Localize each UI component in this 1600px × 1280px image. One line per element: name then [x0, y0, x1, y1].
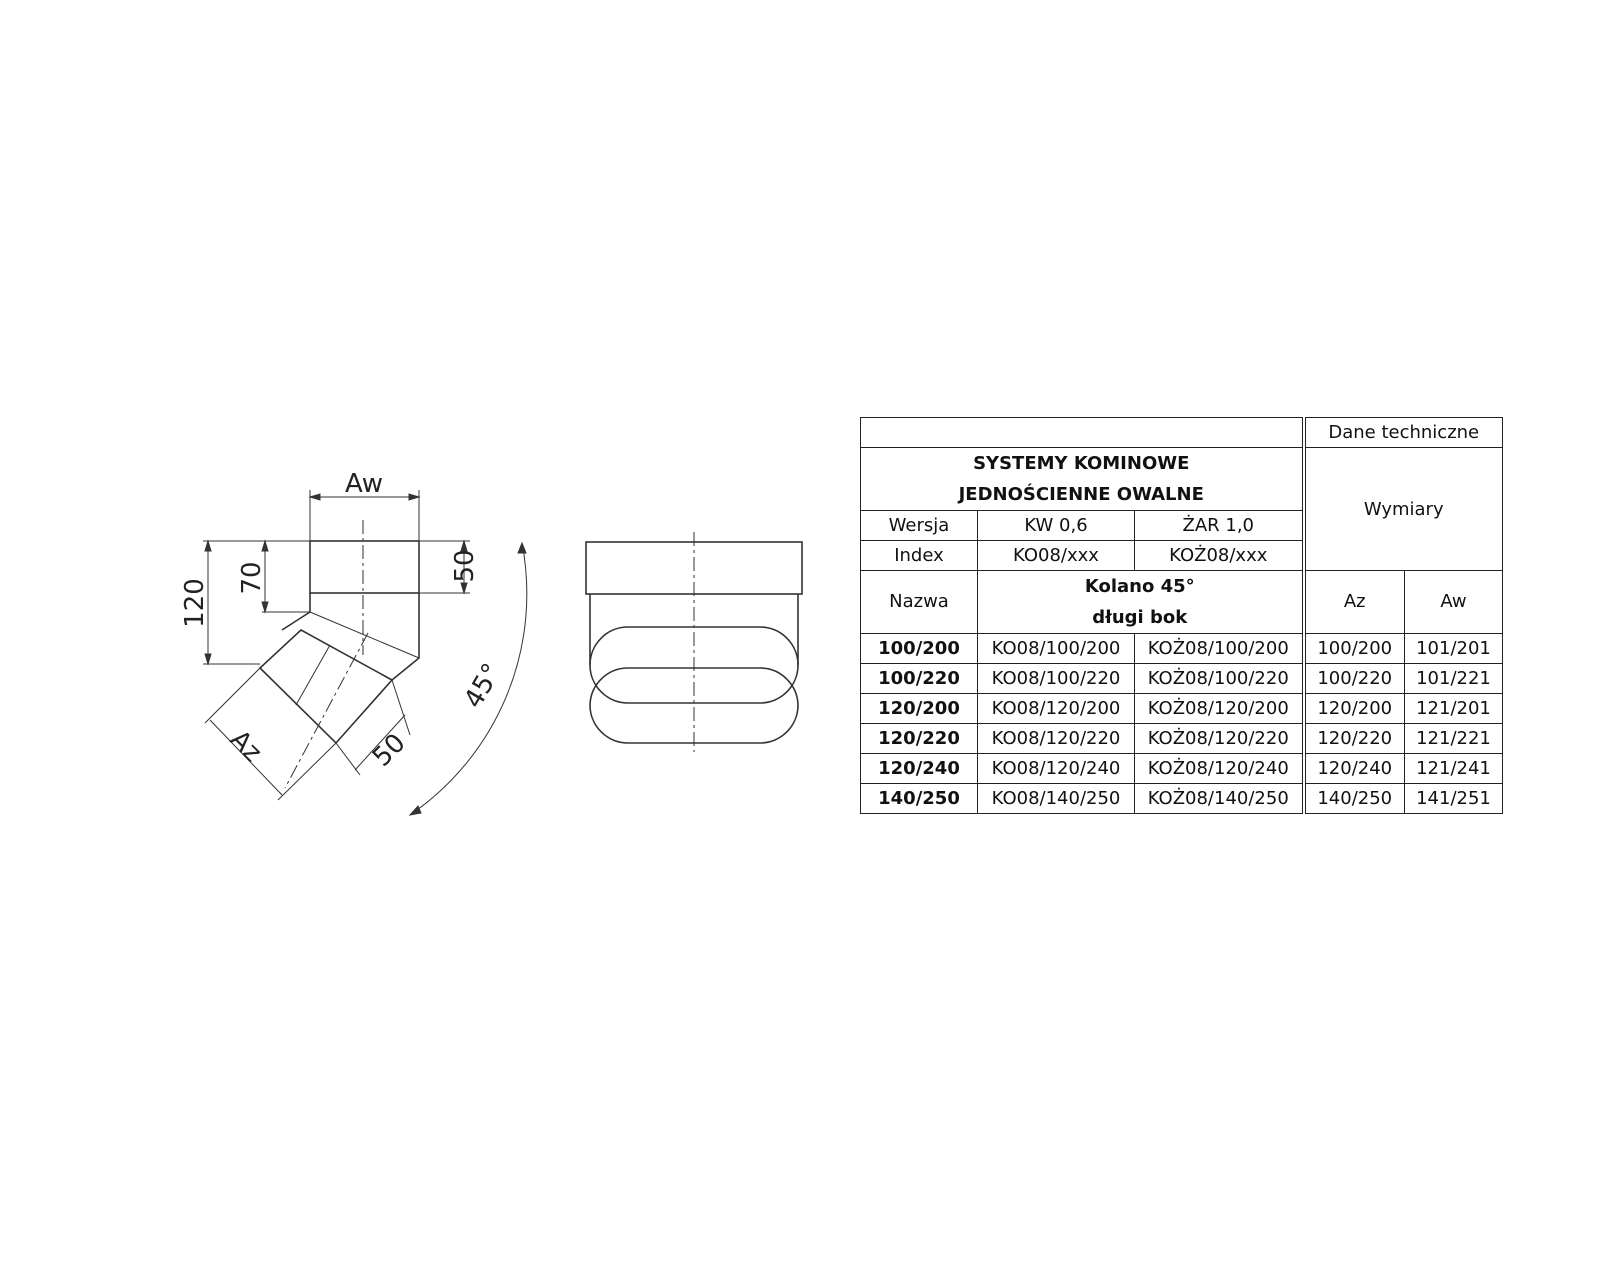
wersja-kw: KW 0,6 [978, 511, 1135, 541]
col-header-aw: Aw [1405, 571, 1503, 634]
cell-aw: 141/251 [1405, 784, 1503, 814]
dim-arc-45 [410, 543, 527, 815]
table-row [861, 664, 1503, 694]
cell-index-kw: KO08/140/250 [978, 784, 1135, 814]
header-system-title [861, 448, 1304, 511]
bottom-pipe-joint [296, 645, 330, 705]
cell-aw: 101/221 [1405, 664, 1503, 694]
cell-az: 120/240 [1304, 754, 1405, 784]
label-dim-50-bottom: 50 [367, 728, 412, 773]
wersja-zar: ŻAR 1,0 [1135, 511, 1304, 541]
header-dane-techniczne: Dane techniczne [1304, 418, 1503, 448]
top-pipe-outline [310, 541, 419, 593]
cell-nazwa: 120/220 [861, 724, 978, 754]
cell-nazwa: 120/200 [861, 694, 978, 724]
cell-index-zar: KOŻ08/140/250 [1135, 784, 1304, 814]
elbow-front-view-drawing [175, 440, 535, 830]
nazwa-label: Nazwa [861, 571, 978, 634]
cell-aw: 121/201 [1405, 694, 1503, 724]
cell-index-kw: KO08/120/200 [978, 694, 1135, 724]
table-row-nazwa [861, 571, 1503, 634]
table-row [861, 784, 1503, 814]
cell-index-kw: KO08/120/240 [978, 754, 1135, 784]
table-row [861, 754, 1503, 784]
col-header-az: Az [1304, 571, 1405, 634]
cell-index-zar: KOŻ08/120/240 [1135, 754, 1304, 784]
spec-table [860, 417, 1503, 814]
elbow-side-view-drawing [570, 520, 810, 760]
cell-aw: 121/221 [1405, 724, 1503, 754]
label-aw: Aw [345, 469, 383, 499]
cell-aw: 121/241 [1405, 754, 1503, 784]
cell-index-kw: KO08/100/220 [978, 664, 1135, 694]
cell-index-zar: KOŻ08/100/220 [1135, 664, 1304, 694]
header-wymiary: Wymiary [1304, 448, 1503, 571]
header-empty-cell [861, 418, 1304, 448]
cell-nazwa: 100/220 [861, 664, 978, 694]
cell-index-kw: KO08/100/200 [978, 634, 1135, 664]
table-row [861, 694, 1503, 724]
index-label: Index [861, 541, 978, 571]
cell-index-zar: KOŻ08/120/200 [1135, 694, 1304, 724]
table-data-rows [861, 634, 1503, 814]
cell-aw: 101/201 [1405, 634, 1503, 664]
cell-nazwa: 140/250 [861, 784, 978, 814]
table-row [861, 634, 1503, 664]
system-title-line2: JEDNOŚCIENNE OWALNE [958, 484, 1204, 505]
table-header-row-2 [861, 448, 1503, 511]
cell-az: 100/200 [1304, 634, 1405, 664]
index-kw: KO08/xxx [978, 541, 1135, 571]
index-zar: KOŻ08/xxx [1135, 541, 1304, 571]
bottom-pipe-centerline [285, 633, 368, 788]
cell-index-zar: KOŻ08/120/220 [1135, 724, 1304, 754]
label-dim-70: 70 [237, 561, 267, 595]
side-view-outlet-oval [590, 668, 798, 743]
cell-az: 100/220 [1304, 664, 1405, 694]
system-title-line1: SYSTEMY KOMINOWE [973, 453, 1190, 474]
table-row [861, 724, 1503, 754]
label-dim-50-top: 50 [450, 549, 480, 583]
product-name-line1: Kolano 45° [1084, 576, 1195, 597]
label-angle-45: 45° [458, 658, 508, 714]
label-az: Az [223, 724, 268, 769]
table-header-row-1 [861, 418, 1503, 448]
cell-index-kw: KO08/120/220 [978, 724, 1135, 754]
elbow-outer-edge [392, 593, 419, 680]
product-name-cell [978, 571, 1304, 634]
cell-az: 120/200 [1304, 694, 1405, 724]
label-dim-120: 120 [180, 578, 210, 628]
cell-index-zar: KOŻ08/100/200 [1135, 634, 1304, 664]
cell-az: 120/220 [1304, 724, 1405, 754]
bottom-pipe-outline [260, 630, 392, 743]
cell-nazwa: 100/200 [861, 634, 978, 664]
cell-az: 140/250 [1304, 784, 1405, 814]
cell-nazwa: 120/240 [861, 754, 978, 784]
wersja-label: Wersja [861, 511, 978, 541]
product-name-line2: długi bok [1092, 607, 1188, 628]
